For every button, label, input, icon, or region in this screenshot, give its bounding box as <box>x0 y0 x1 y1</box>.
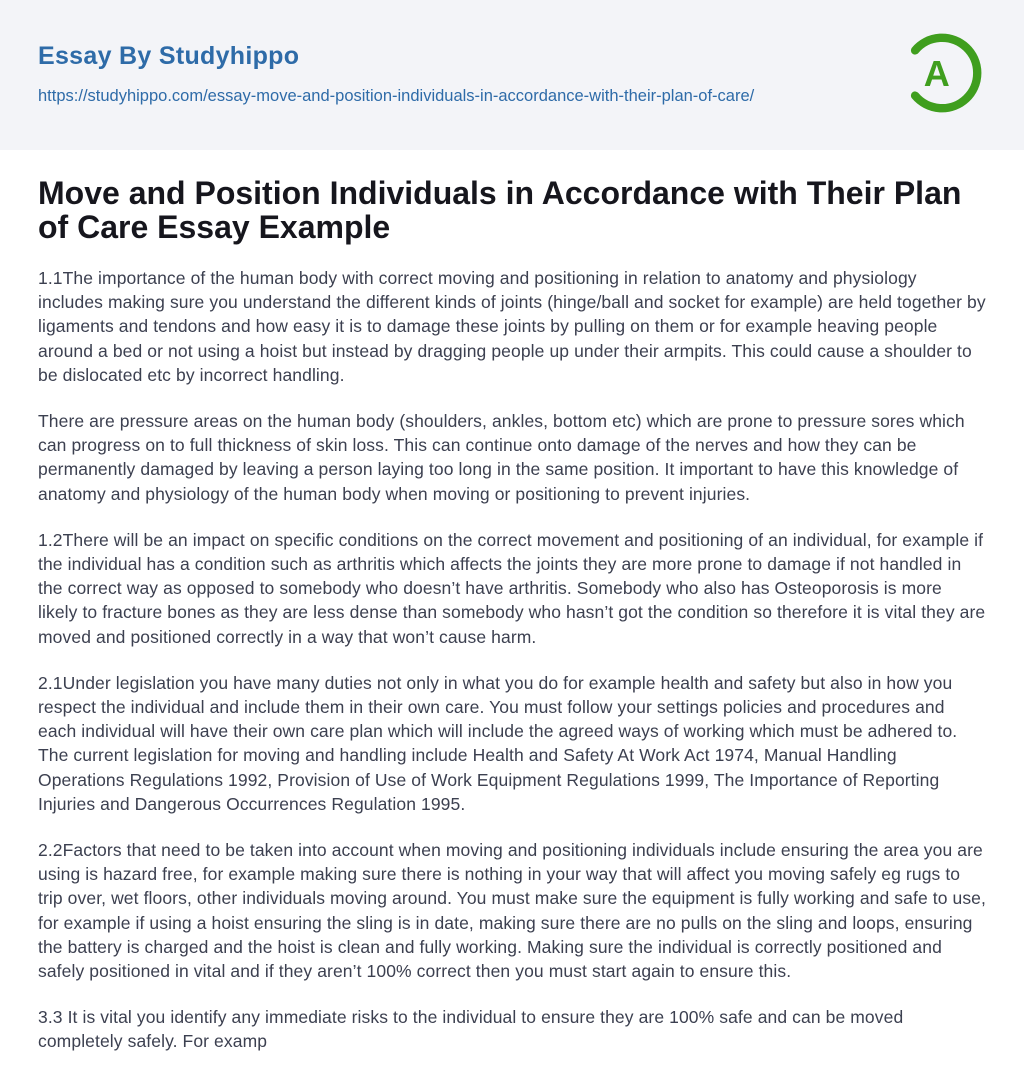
essay-url-link[interactable]: https://studyhippo.com/essay-move-and-position-individuals-in-accordance-with-their-plan-of-care/ <box>38 87 755 105</box>
essay-title: Move and Position Individuals in Accordance with Their Plan of Care Essay Example <box>38 175 962 245</box>
essay-paragraph: 2.2Factors that need to be taken into account when moving and positioning individuals include ensuring the area you are using is hazard free, for example making sure there is nothing in your way that will affect you moving safely eg rugs to trip over, wet floors, other individuals moving around. You must make sure the equipment is fully working and safe to use, for example if using a hoist ensuring the sling is in date, making sure there are no pulls on the sling and loops, ensuring the battery is charged and the hoist is clean and fully working. Making sure the individual is correctly positioned and safely positioned in vital and if they aren’t 100% correct then you must start again to ensure this. <box>38 840 986 982</box>
essay-paragraph: 1.1The importance of the human body with correct moving and positioning in relation to anatomy and physiology includes making sure you understand the different kinds of joints (hinge/ball and socket for example) are held together by ligaments and tendons and how easy it is to damage these joints by pulling on them or for example heaving people around a bed or not using a hoist but instead by dragging people up under their armpits. This could cause a shoulder to be dislocated etc by incorrect handling. <box>38 268 986 385</box>
essay-paragraph: 1.2There will be an impact on specific conditions on the correct movement and positioning of an individual, for example if the individual has a condition such as arthritis which affects the joints they are more prone to damage if not handled in the correct way as opposed to somebody who doesn’t have arthritis. Somebody who also has Osteoporosis is more likely to fracture bones as they are less dense than somebody who hasn’t got the condition so therefore it is vital they are moved and positioned correctly in a way that won’t cause harm. <box>38 529 986 647</box>
logo-arc-icon <box>898 27 986 119</box>
essay-article <box>0 150 1024 1054</box>
essay-paragraph: 3.3 It is vital you identify any immediate risks to the individual to ensure they are 100% safe and can be moved completely safely. For examp <box>38 1007 904 1052</box>
essay-paragraph: 2.1Under legislation you have many duties not only in what you do for example health and safety but also in how you respect the individual and include them in their own care. You must follow your settings policies and procedures and each individual will have their own care plan which will include the agreed ways of working which must be adhered to. The current legislation for moving and handling include Health and Safety At Work Act 1974, Manual Handling Operations Regulations 1992, Provision of Use of Work Equipment Regulations 1999, The Importance of Reporting Injuries and Dangerous Occurrences Regulation 1995. <box>38 672 958 814</box>
page-header <box>0 0 1024 150</box>
logo-letter: A <box>923 52 950 94</box>
essay-paragraph: There are pressure areas on the human body (shoulders, ankles, bottom etc) which are prone to pressure sores which can progress on to full thickness of skin loss. This can continue onto damage of the nerves and how they can be permanently damaged by leaving a person laying too long in the same position. It important to have this knowledge of anatomy and physiology of the human body when moving or positioning to prevent injuries. <box>38 411 965 504</box>
studyhippo-logo-icon <box>898 27 986 119</box>
site-title: Essay By Studyhippo <box>38 42 300 70</box>
